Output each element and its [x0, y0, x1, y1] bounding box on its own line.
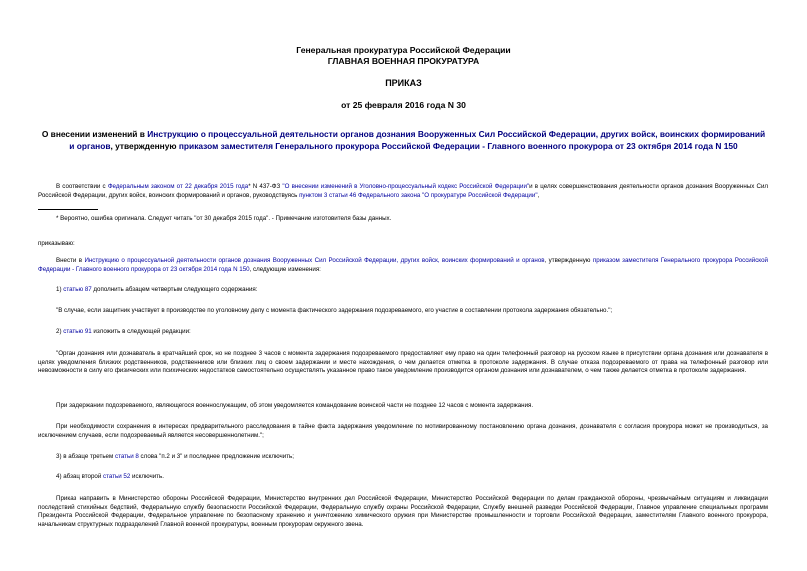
- item-text: 2): [56, 328, 64, 335]
- intro-paragraph: [38, 183, 768, 200]
- article-52-link[interactable]: статьи 52: [103, 473, 131, 480]
- intro-text: ,: [537, 191, 540, 199]
- intro-text: и в целях совершенствования деятельности органов дознания Вооруженных Сил Российской Федерации, других войск, воинских формирований и органов, руководствуясь: [38, 183, 769, 199]
- article-87-link[interactable]: статью 87: [63, 286, 92, 293]
- document-title: [40, 129, 767, 152]
- item-3: [56, 453, 756, 462]
- main-item-text: , следующие изменения:: [249, 265, 321, 273]
- item-text: 4) абзац второй: [56, 473, 104, 480]
- federal-law-link[interactable]: Федеральным законом от 22 декабря 2015 года: [107, 183, 249, 190]
- order-word: приказываю:: [38, 240, 75, 247]
- intro-text: В соответствии с: [56, 183, 108, 190]
- subagency-name: ГЛАВНАЯ ВОЕННАЯ ПРОКУРАТУРА: [327, 56, 480, 66]
- item-2: [56, 328, 756, 337]
- document-type: ПРИКАЗ: [385, 78, 422, 88]
- title-text: , утвержденную: [110, 140, 179, 151]
- title-text: О внесении изменений в: [41, 129, 148, 139]
- main-item-text: , утвержденную: [544, 257, 593, 264]
- prosecutor-law-link[interactable]: пунктом 3 статьи 46 Федерального закона "О прокуратуре Российской Федерации": [299, 191, 538, 199]
- item-text: исключить.: [130, 473, 164, 480]
- main-item-text: Внести в: [56, 257, 85, 264]
- quote-article-91-p3: При необходимости сохранения в интересах предварительного расследования в тайне факта задержания уведомление по мотивированному постановлению органа дознания, дознавателя с согласия прокурора может не производиться, за исключением случаев, если подозреваемый является несовершеннолетним.";: [38, 423, 768, 439]
- quote-article-91-p2: При задержании подозреваемого, являющегося военнослужащим, об этом уведомляется командование воинской части не позднее 12 часов с момента задержания.: [56, 402, 534, 409]
- instruction-link[interactable]: Инструкцию о процессуальной деятельности органов дознания Вооруженных Сил Российской Федерации, других войск, воинских формирований и органов: [84, 257, 545, 264]
- item-1: [56, 286, 756, 295]
- item-text: слова "п.2 и 3" и последнее предложение исключить;: [138, 453, 294, 460]
- upk-amendments-link[interactable]: "О внесении изменений в Уголовно-процессуальный кодекс Российской Федерации": [282, 183, 530, 190]
- article-91-link[interactable]: статью 91: [63, 328, 92, 335]
- item-text: 1): [56, 286, 64, 293]
- order-150-link[interactable]: приказом заместителя Генерального прокурора Российской Федерации - Главного военного прокурора от 23 октября 2014 года N 150: [38, 257, 768, 273]
- document-date: от 25 февраля 2016 года N 30: [341, 100, 466, 110]
- item-text: 3) в абзаце третьем: [56, 453, 115, 460]
- instruction-link[interactable]: Инструкцию о процессуальной деятельности органов дознания Вооруженных Сил Российской Федерации, других войск, воинских формирований и органов: [69, 129, 766, 151]
- quote-article-87: "В случае, если защитник участвует в производстве по уголовному делу с момента фактического задержания подозреваемого, его участие в составлении протокола задержания обязательно.";: [56, 307, 613, 314]
- quote-article-91-p1: "Орган дознания или дознаватель в кратчайший срок, но не позднее 3 часов с момента задержания подозреваемого предоставляет ему право на один телефонный разговор на русском языке в присутствии органа дознания или дознавателя в целях уведомления близких родственников, родственников или близких лиц о своем задержании и месте нахождения, о чем делается отметка в протоколе задержания. В случае отказа подозреваемого от права на телефонный разговор или невозможности в силу его физических или психических недостатков самостоятельно осуществлять указанное право такое уведомление производится органом дознания или дознавателем, о чем также делается отметка в протоколе задержания.: [38, 350, 768, 375]
- article-8-link[interactable]: статьи 8: [114, 453, 139, 460]
- footnote-divider: [38, 209, 98, 210]
- main-item: [38, 257, 768, 274]
- agency-name: Генеральная прокуратура Российской Федерации: [296, 45, 511, 55]
- item-4: [56, 473, 756, 482]
- footnote: * Вероятно, ошибка оригинала. Следует читать "от 30 декабря 2015 года". - Примечание изготовителя базы данных.: [56, 215, 392, 222]
- intro-text: * N 437-ФЗ: [248, 183, 283, 190]
- order-150-link[interactable]: приказом заместителя Генерального прокурора Российской Федерации - Главного военного прокурора от 23 октября 2014 года N 150: [178, 140, 738, 151]
- item-text: дополнить абзацем четвертым следующего содержания:: [91, 286, 258, 293]
- item-text: изложить в следующей редакции:: [91, 328, 191, 335]
- distribution-paragraph: Приказ направить в Министерство обороны Российской Федерации, Министерство внутренних дел Российской Федерации, Министерство Российской Федерации по делам гражданской обороны, чрезвычайным ситуациям и ликвидации последствий стихийных бедствий, Федеральную службу безопасности Российской Федерации, Федеральную службу охраны Российской Федерации, Службу внешней разведки Российской Федерации, Главное управление специальных программ Президента Российской Федерации, Федеральное управление по безопасному хранению и уничтожению химического оружия при Министерстве промышленности и торговли Российской Федерации, заместителям Главного военного прокурора, начальникам структурных подразделений Главной военной прокуратуры, военным прокурорам окружного звена.: [38, 495, 768, 528]
